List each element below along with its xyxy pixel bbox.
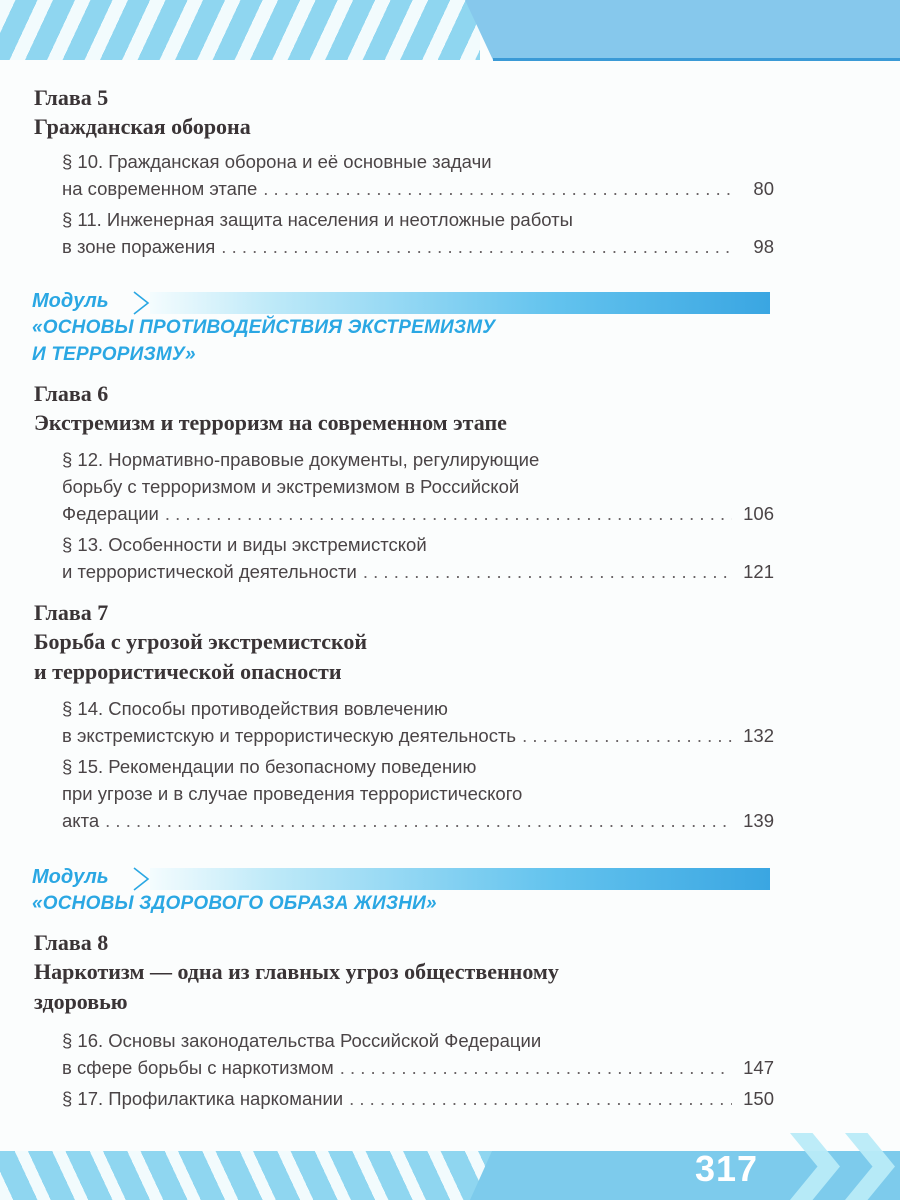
page-number: 106 [743, 503, 774, 524]
entry-title-cont: в зоне поражения [62, 236, 216, 257]
dot-leader [165, 500, 732, 527]
dot-leader [263, 175, 732, 202]
module-label: Модуль [32, 866, 109, 888]
chapter-title: Экстремизм и терроризм на современном этапе [34, 410, 507, 435]
entry-title-cont: при угрозе и в случае проведения террористического [62, 783, 523, 804]
chapter-6 [34, 380, 774, 585]
toc-entry-13[interactable] [34, 531, 774, 585]
chapter-title: Гражданская оборона [34, 114, 251, 139]
page-number: 80 [753, 178, 774, 199]
module-label: Модуль [32, 290, 109, 312]
entry-title-cont: в экстремистскую и террористическую деятельность [62, 725, 517, 746]
page-number: 150 [743, 1088, 774, 1109]
header-solid-block [465, 0, 900, 60]
dot-leader [349, 1085, 732, 1112]
module-name: «ОСНОВЫ ПРОТИВОДЕЙСТВИЯ ЭКСТРЕМИЗМУ [32, 317, 496, 338]
chapter-title: Наркотизм — одна из главных угроз общественному [34, 959, 559, 984]
page-number: 121 [743, 561, 774, 582]
chapter-7 [34, 599, 774, 834]
module-heading-extremism [32, 282, 774, 368]
footer-band [0, 1145, 900, 1200]
entry-title: § 10. Гражданская оборона и её основные задачи [62, 151, 492, 172]
toc-entry-11[interactable] [34, 206, 774, 260]
chapter-label: Глава 5 [34, 85, 109, 110]
toc-entry-14[interactable] [34, 695, 774, 749]
entry-title: § 12. Нормативно-правовые документы, регулирующие [62, 449, 540, 470]
chapter-label: Глава 8 [34, 930, 109, 955]
entry-title: § 14. Способы противодействия вовлечению [62, 698, 448, 719]
chapter-title: Борьба с угрозой экстремистской [34, 629, 368, 654]
toc-entry-12[interactable] [34, 446, 774, 527]
module-name-cont: И ТЕРРОРИЗМУ» [32, 344, 196, 365]
dot-leader [105, 807, 732, 834]
chapter-label: Глава 7 [34, 600, 109, 625]
toc-entry-17[interactable] [34, 1085, 774, 1112]
toc-entry-16[interactable] [34, 1027, 774, 1081]
entry-title-cont: на современном этапе [62, 178, 258, 199]
page-number: 147 [743, 1057, 774, 1078]
entry-title: § 17. Профилактика наркомании [62, 1088, 344, 1109]
toc-entry-15[interactable] [34, 753, 774, 834]
chapter-label: Глава 6 [34, 381, 109, 406]
page-number: 139 [743, 810, 774, 831]
entry-title-cont: в сфере борьбы с наркотизмом [62, 1057, 334, 1078]
module-name: «ОСНОВЫ ЗДОРОВОГО ОБРАЗА ЖИЗНИ» [32, 893, 437, 914]
dot-leader [522, 722, 732, 749]
chapter-title-cont: и террористической опасности [34, 659, 342, 684]
entry-title: § 16. Основы законодательства Российской Федерации [62, 1030, 542, 1051]
footer-solid-block [470, 1151, 900, 1200]
header-underline [493, 58, 900, 61]
chapter-8 [34, 929, 774, 1112]
dot-leader [221, 233, 732, 260]
entry-title-cont: акта [62, 810, 100, 831]
dot-leader [363, 558, 732, 585]
entry-title: § 15. Рекомендации по безопасному поведению [62, 756, 477, 777]
entry-title: § 11. Инженерная защита населения и неотложные работы [62, 209, 573, 230]
dot-leader [340, 1054, 732, 1081]
page-number: 98 [753, 236, 774, 257]
header-band [0, 0, 900, 62]
toc-entry-10[interactable] [34, 148, 774, 202]
table-of-contents [34, 84, 774, 1112]
entry-title-cont: Федерации [62, 503, 159, 524]
entry-title-cont: и террористической деятельности [62, 561, 357, 582]
page-number: 132 [743, 725, 774, 746]
header-stripes [0, 0, 480, 60]
chapter-5 [34, 84, 774, 260]
chapter-title-cont: здоровью [34, 989, 128, 1014]
module-heading-healthy-lifestyle [32, 858, 774, 917]
entry-title-cont: борьбу с терроризмом и экстремизмом в Российской [62, 476, 520, 497]
footer-stripes [0, 1151, 500, 1200]
page-number-footer: 317 [695, 1148, 759, 1189]
entry-title: § 13. Особенности и виды экстремистской [62, 534, 427, 555]
